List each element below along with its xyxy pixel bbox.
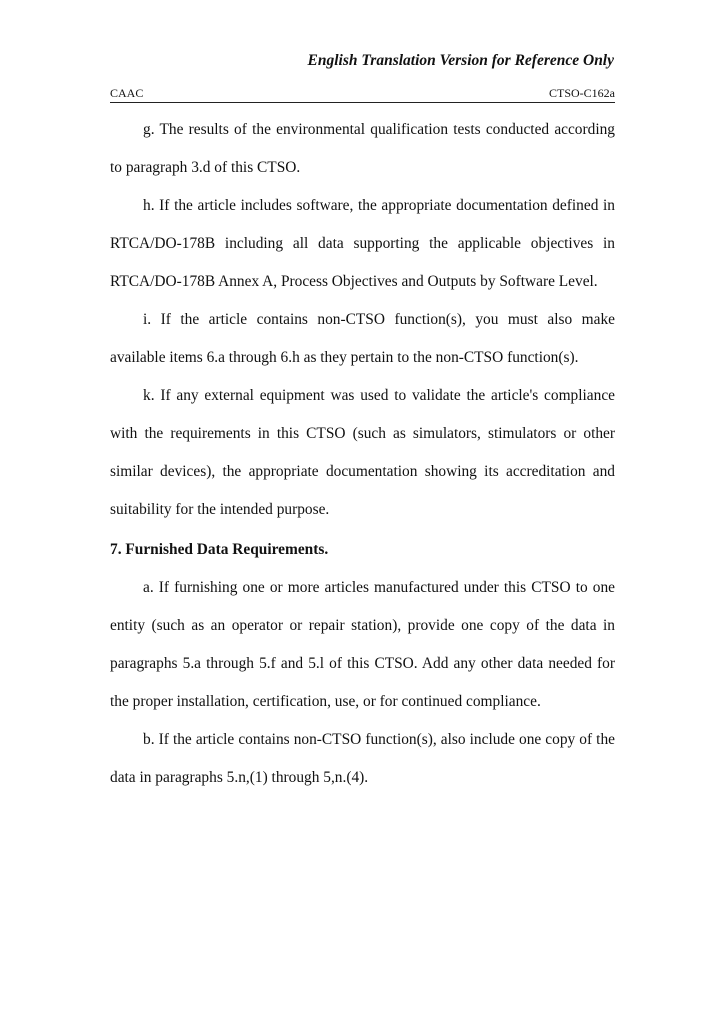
- paragraph-7b: b. If the article contains non-CTSO function(s), also include one copy of the data in paragraphs 5.n,(1) through 5,n.(4).: [110, 731, 615, 786]
- section-7-heading: 7. Furnished Data Requirements.: [110, 541, 329, 558]
- paragraph-k: k. If any external equipment was used to validate the article's compliance with the requirements in this CTSO (such as simulators, stimulators or other similar devices), the appropriate documentation showing its accreditation and suitability for the intended purpose.: [110, 387, 615, 518]
- running-header: [110, 86, 615, 103]
- paragraph-7a: a. If furnishing one or more articles manufactured under this CTSO to one entity (such as an operator or repair station), provide one copy of the data in paragraphs 5.a through 5.f and 5.l of this CTSO. Add any other data needed for the proper installation, certification, use, or for continued compliance.: [110, 579, 615, 710]
- translation-banner: English Translation Version for Reference Only: [307, 52, 614, 69]
- header-document-id: CTSO-C162a: [549, 86, 615, 100]
- paragraph-i: i. If the article contains non-CTSO function(s), you must also make available items 6.a through 6.h as they pertain to the non-CTSO function(s).: [110, 311, 615, 366]
- header-organization: CAAC: [110, 86, 144, 100]
- paragraph-h: h. If the article includes software, the appropriate documentation defined in RTCA/DO-178B including all data supporting the applicable objectives in RTCA/DO-178B Annex A, Process Objectives and Outputs by Software Level.: [110, 197, 615, 290]
- paragraph-g: g. The results of the environmental qualification tests conducted according to paragraph 3.d of this CTSO.: [110, 121, 615, 176]
- document-body: [110, 111, 615, 797]
